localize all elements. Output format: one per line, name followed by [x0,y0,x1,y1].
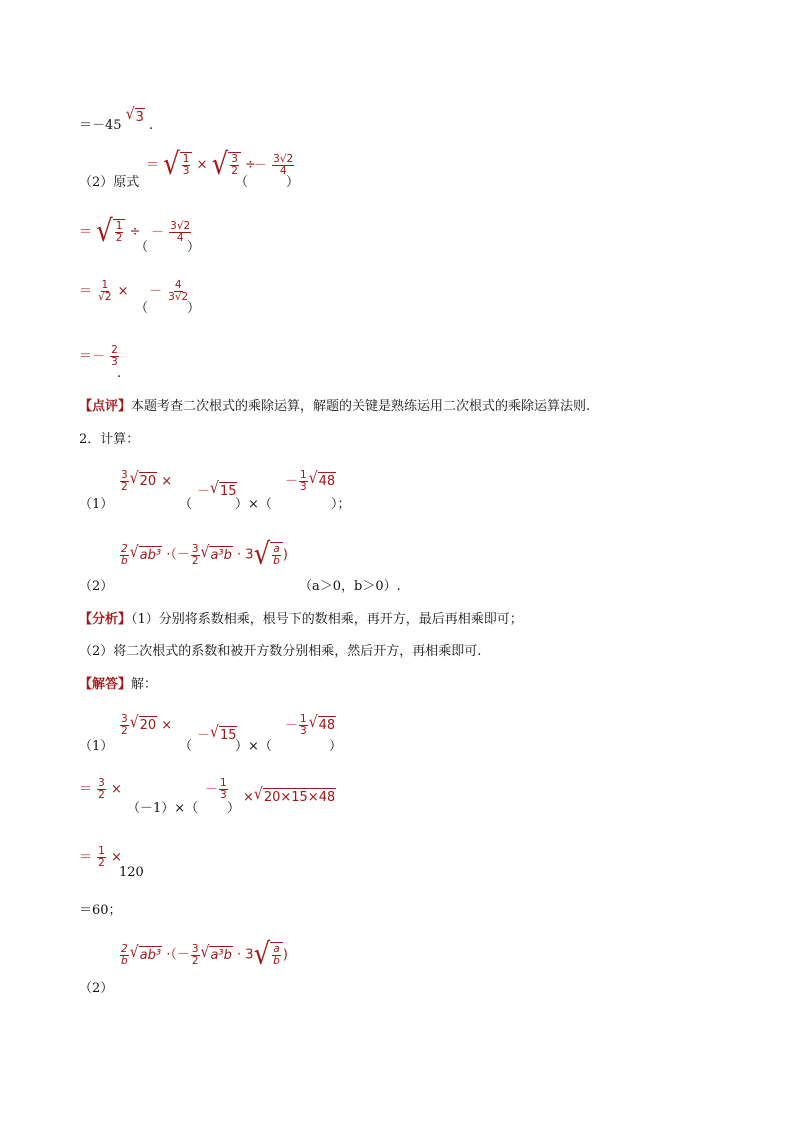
paren: （ [135,240,149,255]
comment-tag: 【点评】 [79,399,132,414]
math-expr: － $\frac{3√2}{4}$ [254,153,294,177]
condition: （a＞0，b＞0）. [299,579,401,594]
math-expr: ＝ √ $\frac{1}{2}$ ÷ [79,214,141,250]
math-expr: $\frac{2}{b}$ √ ab³ ·（－ $\frac{3}{2}$ √ a³b · 3 √ $\frac{a}{b}$ ) [121,937,288,973]
paren: ） [227,801,241,816]
sqrt-expr: √ 3 [125,105,144,125]
text: . [117,366,122,381]
paren: ） [329,739,343,754]
paren: （ [135,301,149,316]
math-expr: ＝ √ $\frac{1}{3}$ × √ $\frac{3}{2}$ ÷ [146,147,256,183]
analysis-tag: 【分析】 [79,612,132,627]
math-expr: － $\frac{3√2}{4}$ [151,220,191,244]
answer-line [79,676,157,694]
paren: ）×（ [235,497,272,512]
paren: ） [187,301,201,316]
question-2-title: 2．计算： [79,432,140,447]
paren: ）； [331,497,351,512]
text: . [149,118,154,133]
paren: （－1）×（ [127,801,199,816]
paren: （ [235,175,249,190]
paren: （ [179,739,193,754]
text: ＝－45 [79,118,122,133]
math-expr: － $\frac{1}{3}$ √ 48 [285,713,336,737]
answer-text: 解： [131,677,158,692]
math-expr: $\frac{3}{2}$ √ 20 × [121,469,173,493]
answer-tag: 【解答】 [79,677,132,692]
comment-line [79,398,590,416]
paren: （ [179,497,193,512]
math-expr: ＝ $\frac{1}{2}$ × [79,845,122,869]
value: 120 [119,865,144,880]
label: （2） [79,579,114,594]
math-expr: － √ 15 [197,723,237,743]
math-expr: － $\frac{1}{3}$ √ 48 [285,469,336,493]
math-expr: － $\frac{4}{3√2}$ [149,279,189,303]
math-expr: ＝ $\frac{3}{2}$ × [79,777,122,801]
paren: ） [187,240,201,255]
answer-line-4: ＝60； [79,903,122,918]
label: （2） [79,981,114,996]
analysis-line-1 [79,611,523,629]
math-expr: $\frac{2}{b}$ √ ab³ ·（－ $\frac{3}{2}$ √ a³b · 3 √ $\frac{a}{b}$ ) [121,537,288,573]
comment-text: 本题考查二次根式的乘除运算，解题的关键是熟练运用二次根式的乘除运算法则. [131,399,591,414]
analysis-line-2: （2）将二次根式的系数和被开方数分别相乘，然后开方，再相乘即可. [79,644,482,659]
radicand: 3 [135,110,144,125]
analysis-text: （1）分别将系数相乘，根号下的数相乘，再开方，最后再相乘即可； [131,612,523,627]
math-expr: ＝－ $\frac{2}{3}$ [79,344,118,368]
math-expr: $\frac{3}{2}$ √ 20 × [121,713,173,737]
label: （1） [79,739,114,754]
label: （2）原式 [79,175,140,190]
paren: ） [286,175,300,190]
math-expr: － √ 15 [197,479,237,499]
paren: ）×（ [235,739,272,754]
math-expr: － $\frac{1}{3}$ [205,777,227,801]
solution-line-1 [79,105,154,135]
math-expr: ＝ $\frac{1}{√2}$ × [79,279,129,303]
label: （1） [79,497,114,512]
math-expr: × √ 20×15×48 [243,785,336,805]
